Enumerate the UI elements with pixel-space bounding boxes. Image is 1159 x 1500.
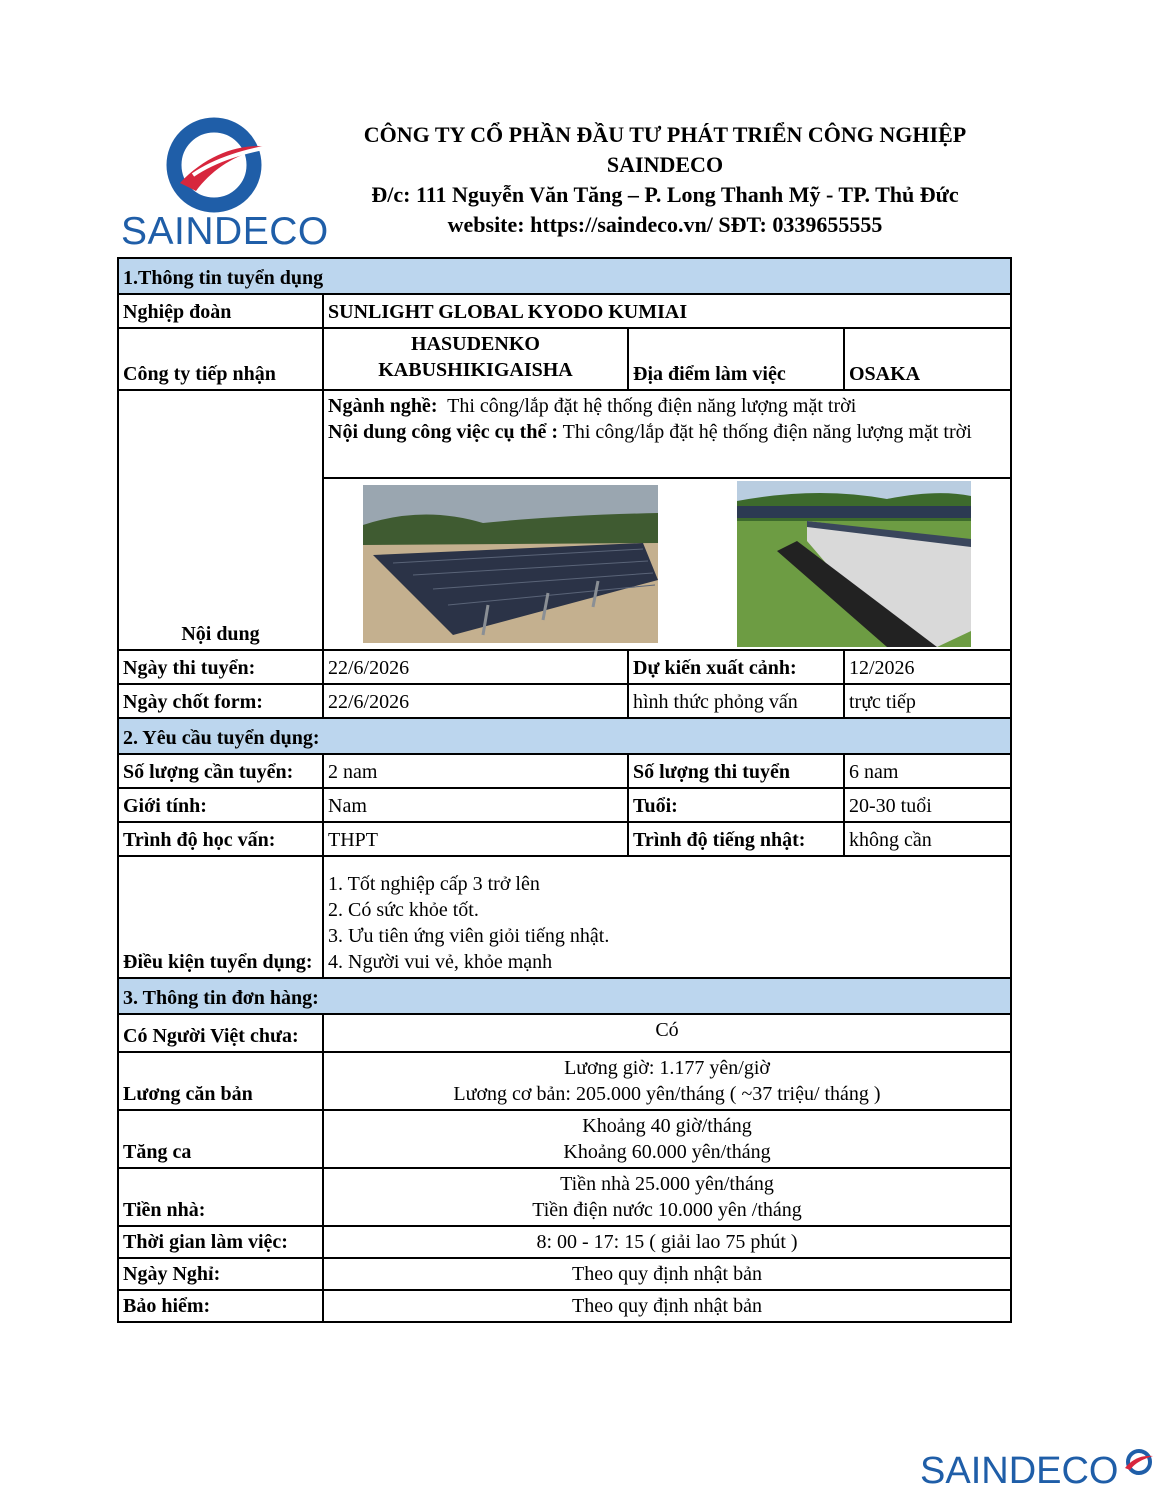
nguoi-viet-label: Có Người Việt chưa: [118, 1014, 323, 1052]
luong-co-ban: Lương cơ bản: 205.000 yên/tháng ( ~37 triệu/ tháng ) [453, 1083, 881, 1105]
gioi-tinh-label: Giới tính: [118, 788, 323, 822]
cong-ty-value-line2: KABUSHIKIGAISHA [378, 359, 573, 381]
ngay-chot-label: Ngày chốt form: [118, 684, 323, 718]
tang-ca-tien: Khoảng 60.000 yên/tháng [563, 1141, 771, 1163]
so-luong-value: 2 nam [323, 754, 628, 788]
footer-logo-text: SAINDECO [920, 1450, 1119, 1492]
tuoi-label: Tuổi: [628, 788, 844, 822]
tuoi-value: 20-30 tuổi [844, 788, 1011, 822]
section-2-title: 2. Yêu cầu tuyển dụng: [118, 718, 1011, 754]
tien-nha-line: Tiền nhà 25.000 yên/tháng [560, 1173, 774, 1195]
company-header [330, 120, 1000, 240]
dieu-kien-item: 1. Tốt nghiệp cấp 3 trở lên [328, 873, 540, 895]
xuat-canh-label: Dự kiến xuất cảnh: [628, 650, 844, 684]
ngay-nghi-value: Theo quy định nhật bản [323, 1258, 1011, 1290]
solar-panels-grass-photo [737, 481, 971, 647]
dieu-kien-item: 4. Người vui vẻ, khỏe mạnh [328, 951, 553, 973]
saindeco-logo-text: SAINDECO [121, 210, 329, 253]
tien-nha-label: Tiền nhà: [118, 1168, 323, 1226]
cong-ty-label: Công ty tiếp nhận [118, 328, 323, 390]
tien-dien-nuoc-line: Tiền điện nước 10.000 yên /tháng [532, 1199, 802, 1221]
cong-viec-value: Thi công/lắp đặt hệ thống điện năng lượng mặt trời [562, 421, 972, 443]
thoi-gian-value: 8: 00 - 17: 15 ( giải lao 75 phút ) [323, 1226, 1011, 1258]
cong-ty-value [323, 328, 628, 390]
luong-label: Lương căn bản [118, 1052, 323, 1110]
dieu-kien-item: 3. Ưu tiên ứng viên giỏi tiếng nhật. [328, 925, 610, 947]
so-luong-thi-value: 6 nam [844, 754, 1011, 788]
company-short-name: SAINDECO [606, 152, 724, 177]
company-address: Đ/c: 111 Nguyễn Văn Tăng – P. Long Thanh Mỹ - TP. Thủ Đức [371, 182, 959, 207]
tang-ca-value [323, 1110, 1011, 1168]
tieng-nhat-label: Trình độ tiếng nhật: [628, 822, 844, 856]
ngay-thi-value: 22/6/2026 [323, 650, 628, 684]
section-3-title: 3. Thông tin đơn hàng: [118, 978, 1011, 1014]
nghiep-doan-label: Nghiệp đoàn [118, 294, 323, 328]
so-luong-label: Số lượng cần tuyển: [118, 754, 323, 788]
solar-farm-photo [363, 485, 658, 643]
nghiep-doan-value: SUNLIGHT GLOBAL KYODO KUMIAI [323, 294, 1011, 328]
hoc-van-label: Trình độ học vấn: [118, 822, 323, 856]
ngay-chot-value: 22/6/2026 [323, 684, 628, 718]
noi-dung-label: Nội dung [118, 390, 323, 650]
dia-diem-label: Địa điểm làm việc [628, 328, 844, 390]
dia-diem-value: OSAKA [844, 328, 1011, 390]
luong-value [323, 1052, 1011, 1110]
company-contact: website: https://saindeco.vn/ SĐT: 0339655555 [447, 212, 883, 237]
luong-gio: Lương giờ: 1.177 yên/giờ [564, 1057, 770, 1079]
noi-dung-text [323, 390, 1011, 478]
section-1-title: 1.Thông tin tuyển dụng [118, 258, 1011, 294]
dieu-kien-list [323, 856, 1011, 978]
nganh-nghe-label: Ngành nghề: [328, 395, 438, 417]
cong-ty-value-line1: HASUDENKO [411, 333, 540, 355]
dieu-kien-label: Điều kiện tuyển dụng: [118, 856, 323, 978]
tang-ca-label: Tăng ca [118, 1110, 323, 1168]
ngay-thi-label: Ngày thi tuyển: [118, 650, 323, 684]
bao-hiem-label: Bảo hiểm: [118, 1290, 323, 1322]
thoi-gian-label: Thời gian làm việc: [118, 1226, 323, 1258]
gioi-tinh-value: Nam [323, 788, 628, 822]
nganh-nghe-value: Thi công/lắp đặt hệ thống điện năng lượng mặt trời [447, 395, 857, 417]
so-luong-thi-label: Số lượng thi tuyển [628, 754, 844, 788]
bao-hiem-value: Theo quy định nhật bản [323, 1290, 1011, 1322]
cong-viec-label: Nội dung công việc cụ thể : [328, 421, 558, 443]
footer-logo-mark [1117, 1448, 1157, 1478]
tieng-nhat-value: không cần [844, 822, 1011, 856]
hoc-van-value: THPT [323, 822, 628, 856]
dieu-kien-item: 2. Có sức khỏe tốt. [328, 899, 479, 921]
company-name: CÔNG TY CỔ PHẦN ĐẦU TƯ PHÁT TRIỂN CÔNG NGHIỆP [363, 122, 967, 147]
photo-cell [323, 478, 1011, 650]
tang-ca-gio: Khoảng 40 giờ/tháng [582, 1115, 752, 1137]
xuat-canh-value: 12/2026 [844, 650, 1011, 684]
hinh-thuc-value: trực tiếp [844, 684, 1011, 718]
nguoi-viet-value: Có [323, 1014, 1011, 1052]
recruitment-form [117, 257, 1012, 1323]
ngay-nghi-label: Ngày Nghỉ: [118, 1258, 323, 1290]
tien-nha-value [323, 1168, 1011, 1226]
hinh-thuc-label: hình thức phỏng vấn [628, 684, 844, 718]
